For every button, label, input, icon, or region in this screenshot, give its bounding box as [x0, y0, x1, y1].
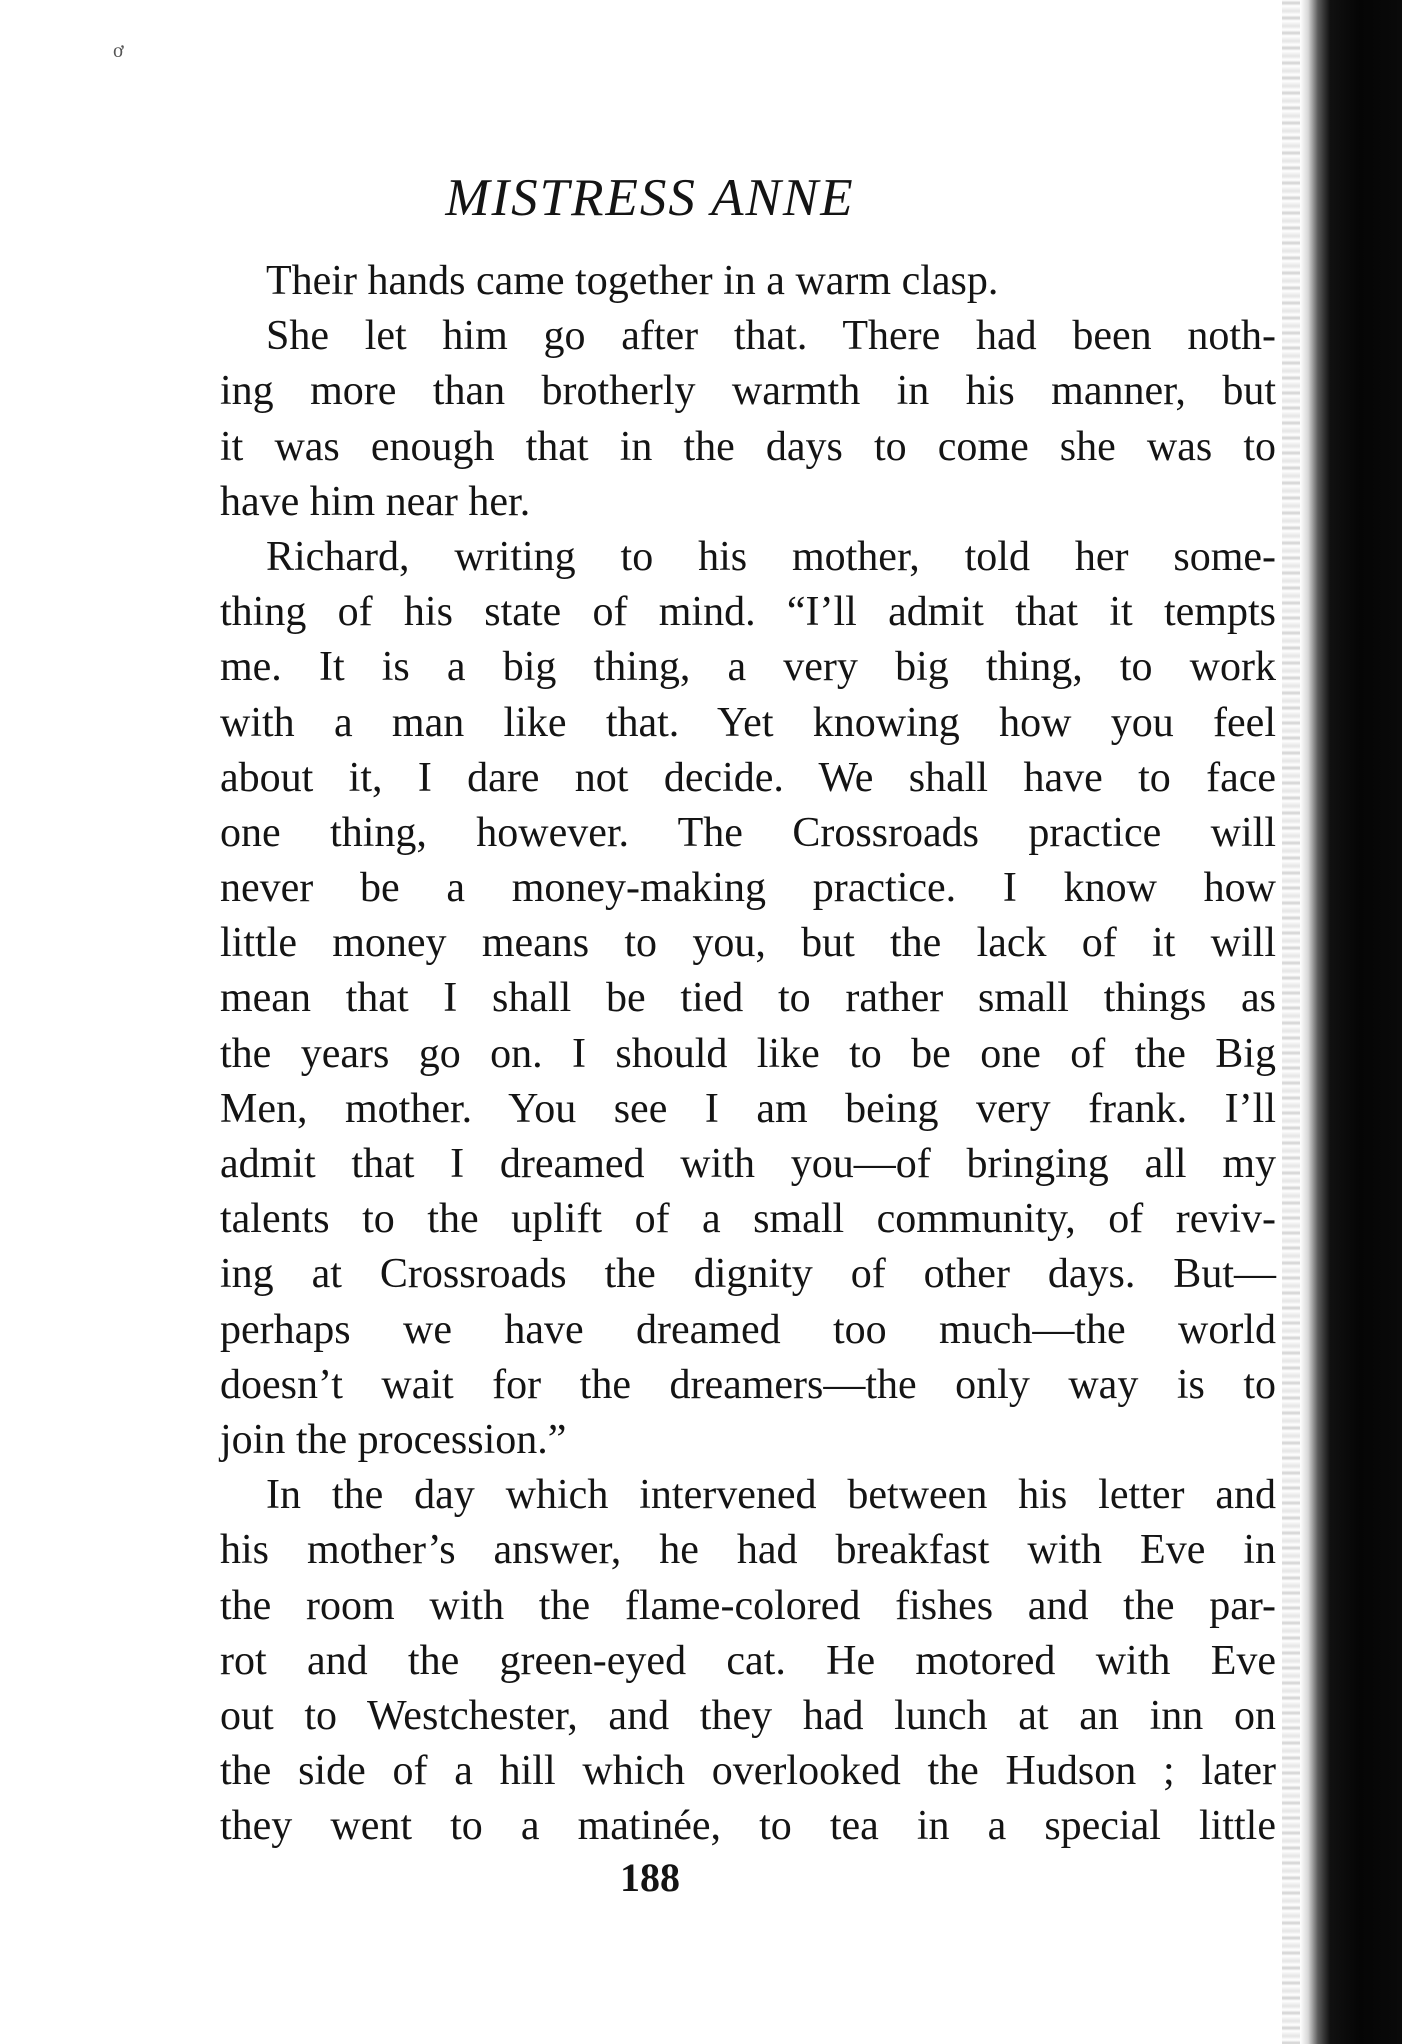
text-line: never be a money-making practice. I know how: [220, 865, 1276, 912]
text-line: the room with the flame-colored fishes and the par-: [220, 1582, 1276, 1629]
text-line: have him near her.: [220, 478, 531, 525]
running-head: MISTRESS ANNE: [445, 169, 855, 227]
text-line: his mother’s answer, he had breakfast with Eve in: [220, 1527, 1276, 1574]
text-line: talents to the uplift of a small community, of reviv-: [220, 1196, 1276, 1243]
text-line: Men, mother. You see I am being very frank. I’ll: [220, 1085, 1276, 1132]
text-line: one thing, however. The Crossroads practice will: [220, 809, 1276, 856]
text-line: it was enough that in the days to come she was to: [220, 423, 1276, 470]
text-line: admit that I dreamed with you—of bringing all my: [220, 1141, 1276, 1187]
text-line: doesn’t wait for the dreamers—the only way is to: [220, 1361, 1276, 1408]
text-line: Richard, writing to his mother, told her some-: [266, 533, 1276, 580]
binding-edge: [1300, 0, 1402, 2044]
text-line: me. It is a big thing, a very big thing, to work: [220, 644, 1276, 691]
text-line: the years go on. I should like to be one of the Big: [220, 1030, 1276, 1077]
text-line: In the day which intervened between his letter and: [266, 1472, 1276, 1519]
text-line: out to Westchester, and they had lunch at an inn on: [220, 1692, 1276, 1739]
text-line: ing more than brotherly warmth in his manner, but: [220, 368, 1276, 415]
text-line: thing of his state of mind. “I’ll admit that it tempts: [220, 589, 1276, 636]
text-line: little money means to you, but the lack of it will: [220, 920, 1276, 967]
text-line: She let him go after that. There had been noth-: [266, 313, 1276, 360]
margin-speck: ơ: [113, 40, 124, 62]
text-line: perhaps we have dreamed too much—the world: [220, 1306, 1276, 1353]
text-line: about it, I dare not decide. We shall have to face: [220, 754, 1276, 801]
text-line: join the procession.”: [220, 1416, 567, 1463]
text-line: they went to a matinée, to tea in a special little: [220, 1803, 1276, 1850]
text-line: ing at Crossroads the dignity of other days. But—: [220, 1251, 1276, 1298]
text-line: rot and the green-eyed cat. He motored with Eve: [220, 1637, 1276, 1684]
text-line: mean that I shall be tied to rather small things as: [220, 975, 1276, 1022]
text-line: Their hands came together in a warm clasp.: [266, 258, 999, 304]
text-line: the side of a hill which overlooked the Hudson ; later: [220, 1748, 1276, 1795]
body-text: [220, 254, 1276, 1854]
text-line: with a man like that. Yet knowing how you feel: [220, 699, 1276, 746]
page-number: 188: [620, 1855, 680, 1900]
